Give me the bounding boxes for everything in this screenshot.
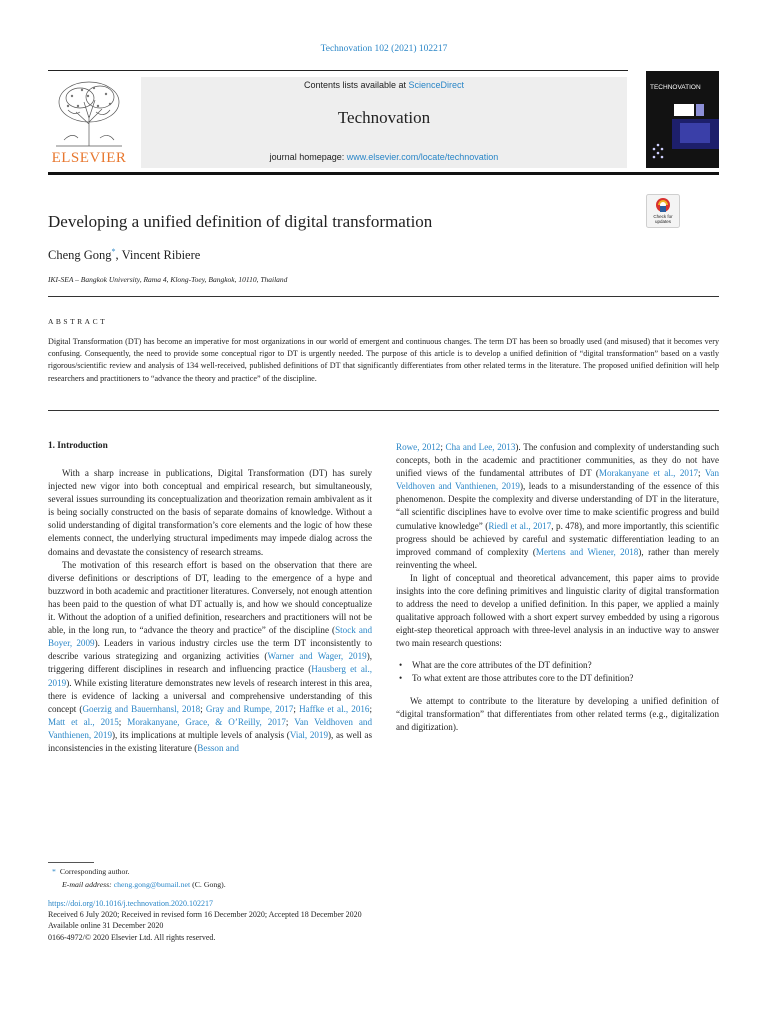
check-updates-label: Check for updates: [653, 214, 673, 224]
citation-link[interactable]: Matt et al., 2015: [48, 716, 119, 727]
affiliation: IKI-SEA – Bangkok University, Rama 4, Klong-Toey, Bangkok, 10110, Thailand: [48, 275, 288, 284]
citation-link[interactable]: Mertens and Wiener, 2018: [535, 546, 639, 557]
corresponding-author-note: Corresponding author.: [59, 867, 130, 876]
footnote: [52, 866, 226, 891]
citation-link[interactable]: Gray and Rumpe, 2017: [205, 703, 294, 714]
footnote-rule: [48, 862, 94, 863]
footnote-mark[interactable]: *: [52, 867, 56, 876]
citation-link[interactable]: Warner and Wager, 2019: [267, 651, 367, 662]
author-list: [48, 247, 200, 263]
divider: [48, 410, 719, 411]
citation-link[interactable]: Van Veldhoven and Vanthienen, 2019: [396, 468, 719, 492]
citation-link[interactable]: Morakanyane, Grace, & O’Reilly, 2017: [127, 716, 286, 727]
citation-link[interactable]: Haffke et al., 2016: [299, 703, 370, 714]
body-column-right: [396, 441, 719, 734]
doi-link[interactable]: https://doi.org/10.1016/j.technovation.2020.102217: [48, 899, 213, 908]
email-label: E-mail address:: [62, 879, 114, 889]
citation-link[interactable]: Besson and: [197, 742, 239, 753]
masthead-rule: [48, 172, 719, 175]
top-rule: [48, 70, 628, 71]
elsevier-wordmark: ELSEVIER: [51, 150, 127, 166]
journal-homepage-line: [141, 152, 627, 162]
check-for-updates-badge[interactable]: [646, 194, 680, 228]
available-online: Available online 31 December 2020: [48, 921, 164, 931]
contents-line: [141, 80, 627, 90]
sciencedirect-link[interactable]: ScienceDirect: [408, 80, 465, 90]
citation-link[interactable]: Van Veldhoven and Vanthienen, 2019: [48, 716, 373, 740]
citation-link[interactable]: Goerzig and Bauernhansl, 2018: [82, 703, 201, 714]
homepage-prefix: journal homepage:: [269, 152, 347, 162]
citation-link[interactable]: Stock and Boyer, 2009: [48, 625, 372, 649]
paragraph: Rowe, 2012; Cha and Lee, 2013). The confusion and complexity of understanding such concepts, both in the academic and practitioner communities, as they do not have unified views of the fundamental attributes of DT (Morakanyane et al., 2017; Van Veldhoven and Vanthienen, 2019), leads to a misunderstanding of the essence of this phenomenon. Despite the complexity and diverse understanding of DT in the literature, “all scientific disciplines have to evolve over time to make scientific progress and build cumulative knowledge” (Riedl et al., 2017, p. 478), and more importantly, this scientific progress should be achieved by careful and systematic differentiation leading to an improved command of complexity (Mertens and Wiener, 2018), rather than merely reinventing the wheel.: [396, 442, 719, 570]
section-heading: 1. Introduction: [48, 441, 108, 451]
author-name: Cheng Gong: [48, 248, 112, 263]
contents-prefix: Contents lists available at: [303, 80, 409, 90]
journal-homepage-link[interactable]: www.elsevier.com/locate/technovation: [346, 152, 499, 162]
journal-name: Technovation: [337, 108, 431, 127]
body-column-left: [48, 467, 372, 755]
article-title: Developing a unified definition of digital transformation: [48, 212, 433, 231]
author-name: , Vincent Ribiere: [115, 248, 201, 263]
cover-title: TECHNOVATION: [650, 84, 701, 91]
paragraph: With a sharp increase in publications, Digital Transformation (DT) has surely injected new vigor into both conceptual and empirical research, but simultaneously, several issues surrounding its conceptualization and theorization remain ambivalent as it is being socially constructed on the basis of separate domains of knowledge. Without a solid understanding of digital transformation’s core elements and the logic of how these elements connect, the underlying structural impediments may impede dialog across the domains and devastate the consistency of research streams.: [48, 468, 372, 557]
list-item: • What are the core attributes of the DT definition?: [396, 659, 719, 672]
citation-link[interactable]: Riedl et al., 2017: [488, 520, 552, 531]
citation-link[interactable]: Vial, 2019: [289, 729, 329, 740]
email-link[interactable]: cheng.gong@bumail.net: [113, 879, 191, 889]
publication-info: [48, 898, 362, 943]
received-dates: Received 6 July 2020; Received in revised form 16 December 2020; Accepted 18 December 2020: [48, 910, 362, 920]
journal-cover-thumbnail[interactable]: [646, 71, 719, 168]
paragraph: The motivation of this research effort is based on the observation that there are diverse definitions or descriptions of DT, leading to the emergence of a hype and buzzword in both academic and practitioner literatures. Conversely, not enough attention has been paid to the question of what DT actually is, and how we should conceptualize it. Without the adoption of a unified definition, researchers and practitioners will not be able, in the long run, to “advance the theory and practice” of the discipline (Stock and Boyer, 2009). Leaders in various industry circles use the term DT inconsistently to describe various strategizing and organizing activities (Warner and Wager, 2019), triggering different disciplines in research and influencing practice (Hausberg et al., 2019). While existing literature demonstrates new levels of research interest in this area, there is evidence of lacking a universal and comprehensive understanding of this concept (Goerzig and Bauernhansl, 2018; Gray and Rumpe, 2017; Haffke et al., 2016; Matt et al., 2015; Morakanyane, Grace, & O’Reilly, 2017; Van Veldhoven and Vanthienen, 2019), its implications at multiple levels of analysis (Vial, 2019), as well as inconsistencies in the existing literature (Besson and: [48, 559, 373, 753]
citation-link[interactable]: Morakanyane et al., 2017: [598, 468, 699, 479]
list-item: • To what extent are those attributes core to the DT definition?: [396, 672, 719, 685]
journal-reference[interactable]: Technovation 102 (2021) 102217: [320, 44, 448, 54]
corresponding-author-mark[interactable]: *: [111, 247, 116, 256]
citation-link[interactable]: Rowe, 2012: [396, 442, 441, 452]
email-suffix: (C. Gong).: [190, 879, 226, 889]
divider: [48, 296, 719, 297]
citation-link[interactable]: Hausberg et al., 2019: [48, 664, 372, 688]
research-questions-list: [396, 659, 719, 685]
paragraph: In light of conceptual and theoretical advancement, this paper aims to provide insights into the core defining primitives and linguistic clarity of digital transformation to address the need to develop a unified definition. In this paper, we applied a mainly qualitative approach followed with a short expert survey embedded by using a rigorous eight-step theoretical approach with three-level analysis in an inductive way to answer two main research questions:: [396, 572, 719, 649]
abstract-text: Digital Transformation (DT) has become an imperative for most organizations in our world of emergent and continuous changes. The term DT has been so broadly used (and misused) that it becomes very confusing. Consequently, the need to provide some conceptual rigor to DT is urgently needed. The purpose of this article is to develop a unified definition of “digital transformation” based on a vastly rigorous/scientific review and analysis of 134 well-received, published definitions of DT that significantly differentiates from other related terms in the literature. The proposed unified definition will help researchers and practitioners to “advance the theory and practice” of the discipline.: [48, 337, 719, 383]
citation-link[interactable]: Cha and Lee, 2013: [445, 442, 516, 452]
paragraph: We attempt to contribute to the literature by developing a unified definition of “digital transformation” that differentiates from other related terms (e.g., digitalization and digitization).: [396, 695, 719, 732]
copyright: 0166-4972/© 2020 Elsevier Ltd. All rights reserved.: [48, 932, 216, 942]
abstract-heading: ABSTRACT: [48, 317, 108, 326]
